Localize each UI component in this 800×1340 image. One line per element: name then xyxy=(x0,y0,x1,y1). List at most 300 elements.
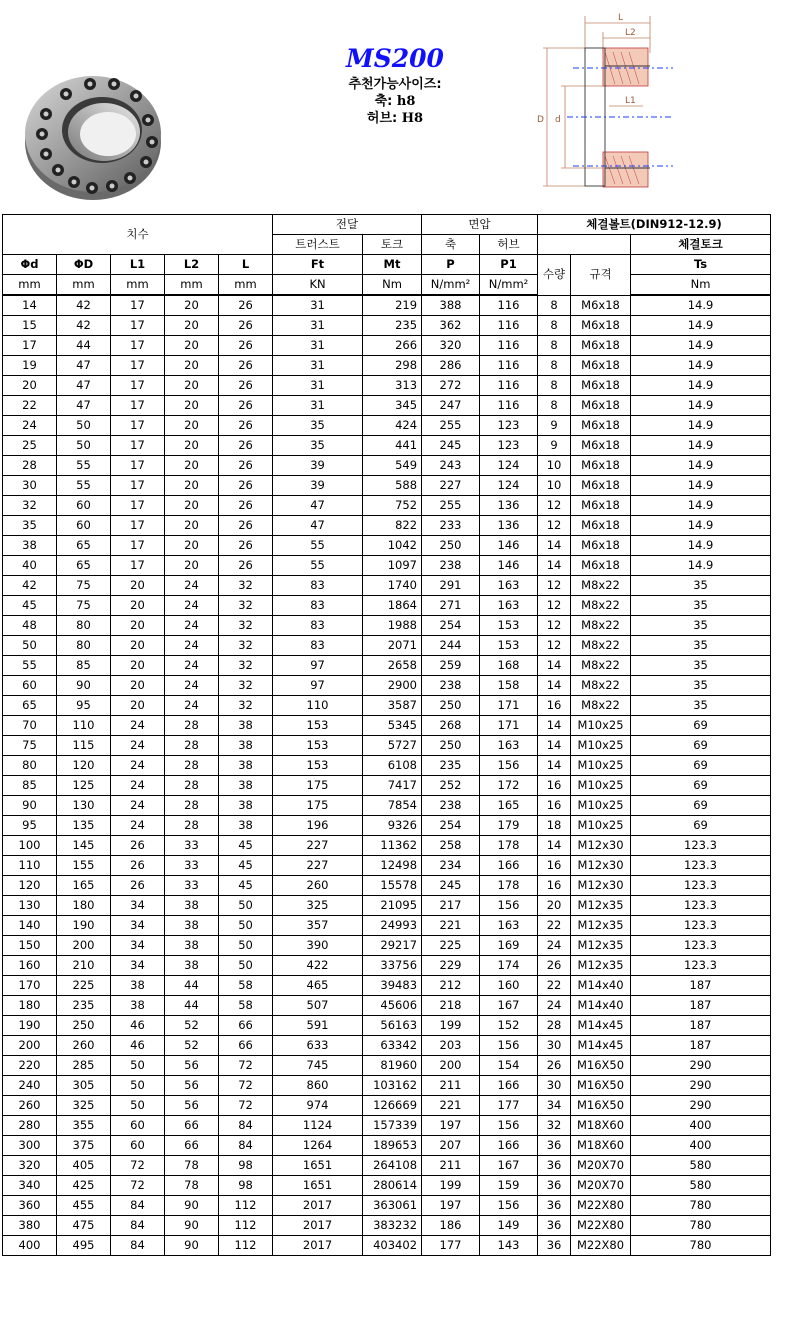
cell-outer-d: 130 xyxy=(57,796,111,816)
cell-l1: 72 xyxy=(111,1176,165,1196)
cell-tightening-ts: 14.9 xyxy=(631,456,771,476)
cell-torque-mt: 1740 xyxy=(363,576,422,596)
cell-bore-d: 300 xyxy=(3,1136,57,1156)
cell-bore-d: 32 xyxy=(3,496,57,516)
cell-outer-d: 120 xyxy=(57,756,111,776)
cell-bolt-qty: 12 xyxy=(538,516,571,536)
cell-torque-mt: 6108 xyxy=(363,756,422,776)
cell-bore-d: 320 xyxy=(3,1156,57,1176)
cell-torque-mt: 81960 xyxy=(363,1056,422,1076)
cell-bolt-spec: M6x18 xyxy=(571,316,631,336)
cell-l2: 20 xyxy=(165,516,219,536)
cell-tightening-ts: 69 xyxy=(631,756,771,776)
cell-pressure-p: 197 xyxy=(422,1196,480,1216)
cell-pressure-p: 255 xyxy=(422,496,480,516)
header-sym-d: Φd xyxy=(3,255,57,275)
cell-thrust-ft: 860 xyxy=(273,1076,363,1096)
cell-tightening-ts: 187 xyxy=(631,976,771,996)
cell-l: 32 xyxy=(219,616,273,636)
cell-bore-d: 260 xyxy=(3,1096,57,1116)
cell-pressure-p: 320 xyxy=(422,336,480,356)
cell-l: 38 xyxy=(219,756,273,776)
cell-tightening-ts: 14.9 xyxy=(631,496,771,516)
cell-torque-mt: 103162 xyxy=(363,1076,422,1096)
cell-pressure-p: 218 xyxy=(422,996,480,1016)
table-row xyxy=(3,796,771,816)
cell-l1: 17 xyxy=(111,516,165,536)
cell-l1: 34 xyxy=(111,896,165,916)
cell-l: 98 xyxy=(219,1176,273,1196)
cell-bolt-qty: 24 xyxy=(538,996,571,1016)
cell-outer-d: 75 xyxy=(57,576,111,596)
cell-thrust-ft: 39 xyxy=(273,456,363,476)
cell-bolt-qty: 36 xyxy=(538,1176,571,1196)
header-sym-l: L xyxy=(219,255,273,275)
cell-pressure-p: 259 xyxy=(422,656,480,676)
cell-pressure-p1: 149 xyxy=(480,1216,538,1236)
cell-bolt-qty: 24 xyxy=(538,936,571,956)
cell-pressure-p1: 154 xyxy=(480,1056,538,1076)
header-thrust: 트러스트 xyxy=(273,235,363,255)
cell-pressure-p1: 116 xyxy=(480,295,538,316)
cell-outer-d: 55 xyxy=(57,476,111,496)
table-row xyxy=(3,656,771,676)
table-row xyxy=(3,316,771,336)
cell-bolt-qty: 32 xyxy=(538,1116,571,1136)
cell-bolt-qty: 14 xyxy=(538,536,571,556)
shaft-tolerance xyxy=(300,93,490,110)
cell-bolt-qty: 8 xyxy=(538,295,571,316)
cell-bore-d: 19 xyxy=(3,356,57,376)
cell-bore-d: 24 xyxy=(3,416,57,436)
cell-l: 26 xyxy=(219,295,273,316)
drawing-label-l2: L2 xyxy=(625,28,636,38)
cell-l1: 17 xyxy=(111,376,165,396)
cell-l2: 20 xyxy=(165,536,219,556)
cell-bolt-spec: M8x22 xyxy=(571,576,631,596)
cell-bolt-spec: M14x40 xyxy=(571,976,631,996)
cell-bolt-qty: 30 xyxy=(538,1036,571,1056)
header-unit-p: N/mm² xyxy=(422,275,480,296)
cell-torque-mt: 3587 xyxy=(363,696,422,716)
cell-outer-d: 475 xyxy=(57,1216,111,1236)
cell-l: 26 xyxy=(219,316,273,336)
cell-bore-d: 360 xyxy=(3,1196,57,1216)
cell-pressure-p1: 156 xyxy=(480,896,538,916)
cell-outer-d: 405 xyxy=(57,1156,111,1176)
cell-tightening-ts: 400 xyxy=(631,1136,771,1156)
cell-l: 32 xyxy=(219,676,273,696)
cell-l: 50 xyxy=(219,916,273,936)
header-tightening-torque: 체결토크 xyxy=(631,235,771,255)
cell-pressure-p1: 143 xyxy=(480,1236,538,1256)
cell-l: 84 xyxy=(219,1136,273,1156)
cell-outer-d: 165 xyxy=(57,876,111,896)
cell-l1: 46 xyxy=(111,1016,165,1036)
cell-outer-d: 285 xyxy=(57,1056,111,1076)
cell-pressure-p1: 171 xyxy=(480,696,538,716)
cell-pressure-p: 244 xyxy=(422,636,480,656)
cell-bore-d: 85 xyxy=(3,776,57,796)
cell-tightening-ts: 14.9 xyxy=(631,316,771,336)
cell-outer-d: 80 xyxy=(57,636,111,656)
cell-tightening-ts: 35 xyxy=(631,576,771,596)
header-unit-mt: Nm xyxy=(363,275,422,296)
cell-pressure-p: 235 xyxy=(422,756,480,776)
cell-bolt-qty: 36 xyxy=(538,1136,571,1156)
cell-torque-mt: 363061 xyxy=(363,1196,422,1216)
cell-bolt-qty: 28 xyxy=(538,1016,571,1036)
cell-pressure-p1: 163 xyxy=(480,596,538,616)
cell-tightening-ts: 123.3 xyxy=(631,876,771,896)
cell-l2: 20 xyxy=(165,416,219,436)
cell-bolt-qty: 9 xyxy=(538,416,571,436)
cell-l: 66 xyxy=(219,1036,273,1056)
cell-bolt-qty: 16 xyxy=(538,696,571,716)
cell-l: 32 xyxy=(219,696,273,716)
cell-tightening-ts: 580 xyxy=(631,1156,771,1176)
table-row xyxy=(3,736,771,756)
cell-pressure-p: 271 xyxy=(422,596,480,616)
cell-outer-d: 47 xyxy=(57,376,111,396)
cell-torque-mt: 549 xyxy=(363,456,422,476)
recommended-size-label: 추천가능사이즈: xyxy=(348,77,442,92)
cell-l2: 20 xyxy=(165,376,219,396)
cell-l1: 38 xyxy=(111,996,165,1016)
cell-l2: 44 xyxy=(165,996,219,1016)
cell-l1: 26 xyxy=(111,836,165,856)
cell-bolt-spec: M6x18 xyxy=(571,336,631,356)
hub-tolerance-label: 허브: xyxy=(366,111,398,126)
cell-outer-d: 305 xyxy=(57,1076,111,1096)
cell-l2: 24 xyxy=(165,576,219,596)
cell-torque-mt: 313 xyxy=(363,376,422,396)
cell-l1: 24 xyxy=(111,776,165,796)
cell-torque-mt: 9326 xyxy=(363,816,422,836)
cell-torque-mt: 219 xyxy=(363,295,422,316)
cell-bolt-spec: M12x30 xyxy=(571,836,631,856)
cell-pressure-p1: 116 xyxy=(480,336,538,356)
cell-bolt-spec: M10x25 xyxy=(571,756,631,776)
cell-pressure-p: 250 xyxy=(422,736,480,756)
cell-thrust-ft: 35 xyxy=(273,416,363,436)
cell-pressure-p1: 124 xyxy=(480,476,538,496)
cell-tightening-ts: 35 xyxy=(631,616,771,636)
table-row xyxy=(3,436,771,456)
header-sym-ts: Ts xyxy=(631,255,771,275)
cell-bolt-spec: M12x35 xyxy=(571,916,631,936)
cell-pressure-p1: 178 xyxy=(480,836,538,856)
cell-pressure-p: 250 xyxy=(422,536,480,556)
cell-pressure-p: 255 xyxy=(422,416,480,436)
cell-torque-mt: 441 xyxy=(363,436,422,456)
table-row xyxy=(3,416,771,436)
cell-thrust-ft: 227 xyxy=(273,856,363,876)
cell-bolt-spec: M22X80 xyxy=(571,1196,631,1216)
cell-torque-mt: 403402 xyxy=(363,1236,422,1256)
header-unit-p1: N/mm² xyxy=(480,275,538,296)
cell-tightening-ts: 35 xyxy=(631,596,771,616)
cell-l1: 60 xyxy=(111,1116,165,1136)
cell-outer-d: 65 xyxy=(57,536,111,556)
cell-l2: 33 xyxy=(165,876,219,896)
table-row xyxy=(3,295,771,316)
cell-pressure-p1: 156 xyxy=(480,756,538,776)
cell-bore-d: 38 xyxy=(3,536,57,556)
cell-pressure-p1: 124 xyxy=(480,456,538,476)
cell-l: 26 xyxy=(219,336,273,356)
cell-bolt-spec: M20X70 xyxy=(571,1156,631,1176)
header-shaft: 축 xyxy=(422,235,480,255)
cell-thrust-ft: 1651 xyxy=(273,1156,363,1176)
cell-thrust-ft: 83 xyxy=(273,576,363,596)
cell-tightening-ts: 14.9 xyxy=(631,516,771,536)
cell-bolt-qty: 10 xyxy=(538,476,571,496)
header-sym-l1: L1 xyxy=(111,255,165,275)
cell-bolt-spec: M10x25 xyxy=(571,796,631,816)
cell-bolt-qty: 12 xyxy=(538,596,571,616)
table-row xyxy=(3,636,771,656)
cell-tightening-ts: 290 xyxy=(631,1056,771,1076)
cell-tightening-ts: 69 xyxy=(631,796,771,816)
cell-torque-mt: 39483 xyxy=(363,976,422,996)
cell-pressure-p: 227 xyxy=(422,476,480,496)
table-row xyxy=(3,376,771,396)
cell-l: 72 xyxy=(219,1076,273,1096)
cell-bolt-qty: 20 xyxy=(538,896,571,916)
cell-pressure-p: 238 xyxy=(422,796,480,816)
cell-l2: 20 xyxy=(165,396,219,416)
cell-bore-d: 280 xyxy=(3,1116,57,1136)
cell-bolt-qty: 14 xyxy=(538,836,571,856)
cell-pressure-p: 243 xyxy=(422,456,480,476)
cell-bolt-spec: M6x18 xyxy=(571,436,631,456)
cell-bore-d: 180 xyxy=(3,996,57,1016)
cell-l2: 66 xyxy=(165,1136,219,1156)
cell-pressure-p1: 152 xyxy=(480,1016,538,1036)
table-row xyxy=(3,596,771,616)
cell-tightening-ts: 14.9 xyxy=(631,476,771,496)
cell-l: 38 xyxy=(219,716,273,736)
cell-tightening-ts: 187 xyxy=(631,996,771,1016)
cell-bolt-qty: 8 xyxy=(538,356,571,376)
cell-l1: 20 xyxy=(111,636,165,656)
table-row xyxy=(3,1216,771,1236)
table-row xyxy=(3,876,771,896)
cell-outer-d: 180 xyxy=(57,896,111,916)
cell-l: 84 xyxy=(219,1116,273,1136)
cell-tightening-ts: 780 xyxy=(631,1236,771,1256)
cell-bolt-qty: 22 xyxy=(538,916,571,936)
cell-tightening-ts: 14.9 xyxy=(631,556,771,576)
cell-outer-d: 225 xyxy=(57,976,111,996)
cell-l1: 17 xyxy=(111,336,165,356)
cell-tightening-ts: 69 xyxy=(631,736,771,756)
cell-l1: 38 xyxy=(111,976,165,996)
cell-l: 38 xyxy=(219,736,273,756)
cell-l: 112 xyxy=(219,1236,273,1256)
cell-l: 58 xyxy=(219,996,273,1016)
cell-thrust-ft: 97 xyxy=(273,676,363,696)
hub-tolerance xyxy=(300,110,490,127)
cell-l1: 50 xyxy=(111,1076,165,1096)
cell-l: 45 xyxy=(219,836,273,856)
cell-l1: 20 xyxy=(111,696,165,716)
cell-l2: 24 xyxy=(165,696,219,716)
cell-l: 26 xyxy=(219,396,273,416)
cell-bore-d: 25 xyxy=(3,436,57,456)
cell-pressure-p: 247 xyxy=(422,396,480,416)
cell-l1: 50 xyxy=(111,1056,165,1076)
cell-bolt-spec: M6x18 xyxy=(571,496,631,516)
cell-l: 58 xyxy=(219,976,273,996)
cell-l1: 84 xyxy=(111,1216,165,1236)
cell-bolt-spec: M6x18 xyxy=(571,376,631,396)
cell-pressure-p1: 174 xyxy=(480,956,538,976)
cell-bore-d: 95 xyxy=(3,816,57,836)
table-row xyxy=(3,696,771,716)
cell-outer-d: 47 xyxy=(57,396,111,416)
cell-bore-d: 42 xyxy=(3,576,57,596)
cell-pressure-p1: 163 xyxy=(480,916,538,936)
cell-bolt-qty: 9 xyxy=(538,436,571,456)
cell-torque-mt: 56163 xyxy=(363,1016,422,1036)
cell-torque-mt: 5727 xyxy=(363,736,422,756)
cell-l1: 20 xyxy=(111,616,165,636)
table-row xyxy=(3,756,771,776)
cell-l2: 20 xyxy=(165,476,219,496)
cell-pressure-p1: 116 xyxy=(480,316,538,336)
table-row xyxy=(3,936,771,956)
cell-outer-d: 42 xyxy=(57,295,111,316)
technical-drawing xyxy=(525,8,685,198)
cell-bolt-spec: M6x18 xyxy=(571,396,631,416)
cell-l1: 24 xyxy=(111,716,165,736)
cell-outer-d: 42 xyxy=(57,316,111,336)
cell-bolt-spec: M10x25 xyxy=(571,736,631,756)
cell-l1: 17 xyxy=(111,536,165,556)
cell-outer-d: 65 xyxy=(57,556,111,576)
cell-thrust-ft: 97 xyxy=(273,656,363,676)
cell-torque-mt: 24993 xyxy=(363,916,422,936)
hub-tolerance-value: H8 xyxy=(401,111,424,126)
cell-l: 26 xyxy=(219,536,273,556)
header-sym-outer-d: ΦD xyxy=(57,255,111,275)
cell-bolt-qty: 16 xyxy=(538,856,571,876)
cell-thrust-ft: 153 xyxy=(273,736,363,756)
cell-bore-d: 150 xyxy=(3,936,57,956)
cell-pressure-p1: 169 xyxy=(480,936,538,956)
cell-l: 45 xyxy=(219,876,273,896)
cell-l1: 84 xyxy=(111,1196,165,1216)
cell-outer-d: 425 xyxy=(57,1176,111,1196)
cell-torque-mt: 2071 xyxy=(363,636,422,656)
cell-l2: 28 xyxy=(165,796,219,816)
cell-l2: 56 xyxy=(165,1096,219,1116)
cell-bolt-spec: M16X50 xyxy=(571,1056,631,1076)
cell-l2: 20 xyxy=(165,336,219,356)
cell-l2: 33 xyxy=(165,836,219,856)
cell-bolt-qty: 30 xyxy=(538,1076,571,1096)
cell-torque-mt: 298 xyxy=(363,356,422,376)
cell-l: 26 xyxy=(219,476,273,496)
cell-bolt-spec: M8x22 xyxy=(571,636,631,656)
cell-thrust-ft: 35 xyxy=(273,436,363,456)
cell-thrust-ft: 260 xyxy=(273,876,363,896)
cell-thrust-ft: 47 xyxy=(273,496,363,516)
cell-pressure-p1: 166 xyxy=(480,856,538,876)
cell-torque-mt: 752 xyxy=(363,496,422,516)
cell-torque-mt: 822 xyxy=(363,516,422,536)
cell-pressure-p1: 116 xyxy=(480,396,538,416)
cell-l1: 17 xyxy=(111,436,165,456)
cell-tightening-ts: 580 xyxy=(631,1176,771,1196)
cell-bolt-spec: M8x22 xyxy=(571,656,631,676)
cell-pressure-p: 258 xyxy=(422,836,480,856)
cell-l1: 17 xyxy=(111,356,165,376)
cell-tightening-ts: 14.9 xyxy=(631,356,771,376)
cell-torque-mt: 588 xyxy=(363,476,422,496)
cell-l2: 20 xyxy=(165,356,219,376)
cell-l: 26 xyxy=(219,376,273,396)
cell-l2: 44 xyxy=(165,976,219,996)
cell-torque-mt: 1097 xyxy=(363,556,422,576)
cell-thrust-ft: 2017 xyxy=(273,1196,363,1216)
cell-bolt-spec: M12x35 xyxy=(571,936,631,956)
cell-l1: 26 xyxy=(111,856,165,876)
cell-bolt-qty: 14 xyxy=(538,676,571,696)
cell-torque-mt: 7417 xyxy=(363,776,422,796)
header-unit-d: mm xyxy=(3,275,57,296)
table-row xyxy=(3,836,771,856)
cell-outer-d: 90 xyxy=(57,676,111,696)
cell-bolt-spec: M12x30 xyxy=(571,856,631,876)
cell-pressure-p1: 172 xyxy=(480,776,538,796)
cell-bolt-spec: M10x25 xyxy=(571,816,631,836)
cell-l2: 56 xyxy=(165,1076,219,1096)
cell-torque-mt: 266 xyxy=(363,336,422,356)
cell-tightening-ts: 69 xyxy=(631,716,771,736)
cell-tightening-ts: 780 xyxy=(631,1216,771,1236)
cell-outer-d: 190 xyxy=(57,916,111,936)
cell-torque-mt: 126669 xyxy=(363,1096,422,1116)
cell-l: 26 xyxy=(219,416,273,436)
cell-thrust-ft: 47 xyxy=(273,516,363,536)
cell-l1: 17 xyxy=(111,496,165,516)
cell-torque-mt: 264108 xyxy=(363,1156,422,1176)
cell-pressure-p: 211 xyxy=(422,1076,480,1096)
cell-bore-d: 200 xyxy=(3,1036,57,1056)
cell-torque-mt: 5345 xyxy=(363,716,422,736)
cell-pressure-p1: 168 xyxy=(480,656,538,676)
cell-tightening-ts: 123.3 xyxy=(631,956,771,976)
cell-bore-d: 17 xyxy=(3,336,57,356)
cell-thrust-ft: 31 xyxy=(273,336,363,356)
cell-pressure-p: 291 xyxy=(422,576,480,596)
cell-pressure-p1: 136 xyxy=(480,516,538,536)
cell-l: 45 xyxy=(219,856,273,876)
cell-thrust-ft: 175 xyxy=(273,796,363,816)
drawing-label-inner-d: d xyxy=(555,115,561,125)
cell-bore-d: 65 xyxy=(3,696,57,716)
cell-pressure-p1: 160 xyxy=(480,976,538,996)
cell-bore-d: 28 xyxy=(3,456,57,476)
cell-tightening-ts: 290 xyxy=(631,1096,771,1116)
cell-bolt-qty: 18 xyxy=(538,816,571,836)
cell-tightening-ts: 69 xyxy=(631,776,771,796)
cell-l2: 24 xyxy=(165,636,219,656)
cell-outer-d: 235 xyxy=(57,996,111,1016)
